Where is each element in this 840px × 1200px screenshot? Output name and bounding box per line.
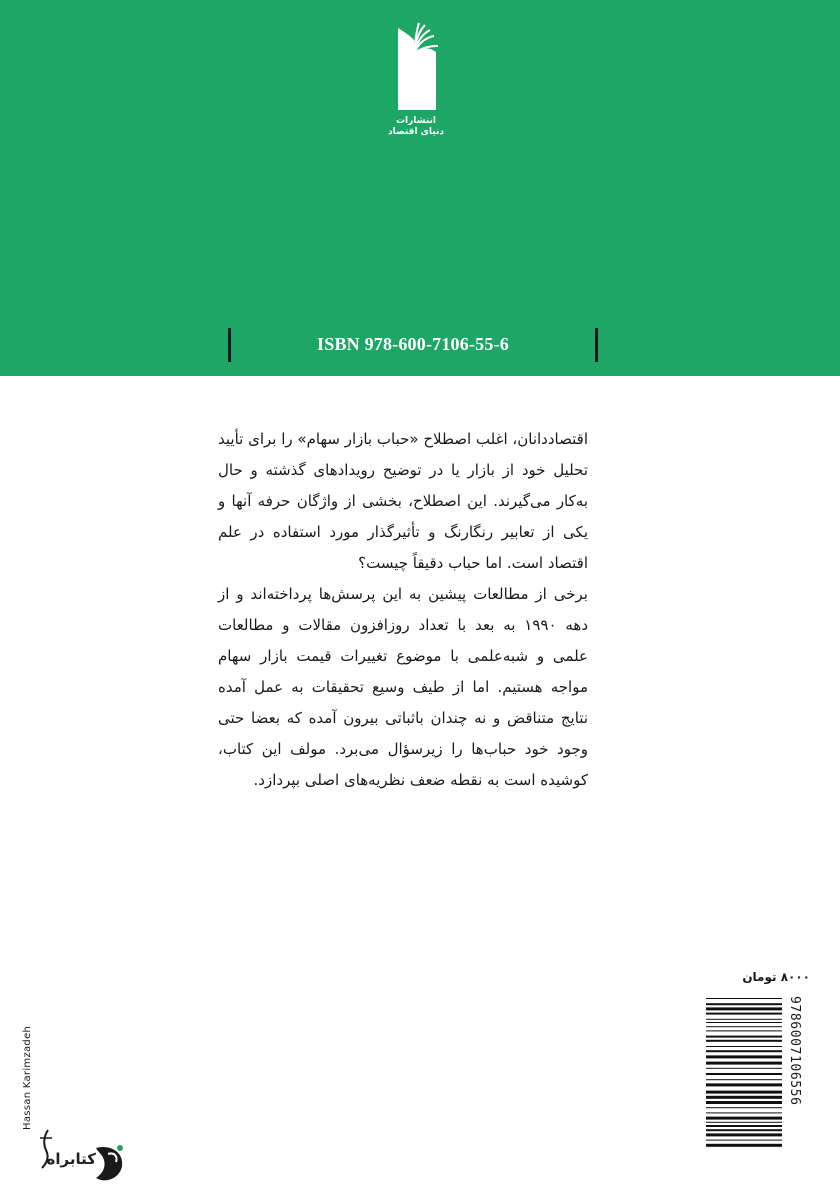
- barcode-bar: [706, 1003, 782, 1005]
- barcode-bar: [706, 1073, 782, 1075]
- barcode-digits: 9786007106556: [787, 996, 802, 1106]
- book-page-icon: [384, 18, 448, 114]
- publisher-name-line1: انتشارات: [396, 116, 436, 126]
- barcode-bar: [706, 1068, 782, 1069]
- barcode-bar: [706, 1112, 782, 1113]
- barcode-bar: [706, 1036, 782, 1038]
- barcode-bar: [706, 1055, 782, 1058]
- barcode-bar: [706, 1062, 782, 1065]
- barcode-bar: [706, 998, 782, 999]
- isbn-text: ISBN 978-600-7106-55-6: [317, 334, 509, 354]
- publisher-logo: [384, 18, 448, 138]
- barcode-bar: [706, 1007, 782, 1010]
- barcode-bar: [706, 1022, 782, 1023]
- publisher-name-line2: دنیای اقتصاد: [388, 127, 444, 137]
- isbn-bar: [228, 328, 598, 362]
- blurb-paragraph-1: اقتصاددانان، اغلب اصطلاح «حباب بازار سهام» را برای تأیید تحلیل خود از بازار یا در توضیح رویدادهای گذشته و حال به‌کار می‌گیرند. این اصطلاح، بخشی از واژگان حرفه آنها و یکی از تعابیر رنگارنگ و تأثیرگذار مورد استفاده در علم اقتصاد است. اما حباب دقیقاً چیست؟: [218, 430, 588, 572]
- barcode-bar: [706, 1096, 782, 1099]
- ketabrah-watermark-text: کتابراه: [46, 1150, 96, 1168]
- barcode-bar: [706, 1117, 782, 1120]
- barcode: [706, 996, 782, 1160]
- barcode-bar: [706, 1030, 782, 1031]
- barcode-bar: [706, 1083, 782, 1086]
- green-cover-band: [0, 0, 840, 376]
- barcode-bar: [706, 1125, 782, 1127]
- barcode-bar: [706, 1013, 782, 1015]
- barcode-bar: [706, 1026, 782, 1027]
- back-cover-blurb: [218, 424, 588, 796]
- price-label: ۸۰۰۰ تومان: [742, 970, 810, 984]
- isbn-right-tick: [595, 328, 598, 362]
- barcode-bar: [706, 1133, 782, 1136]
- barcode-bar: [706, 1144, 782, 1147]
- barcode-bar: [706, 1122, 782, 1123]
- blurb-paragraph-2: برخی از مطالعات پیشین به این پرسش‌ها پرداخته‌اند و از دهه ۱۹۹۰ به بعد با تعداد روزافزون مقالات و مطالعات علمی و شبه‌علمی با موضوع تغییرات قیمت بازار سهام مواجه هستیم. اما از طیف وسیع تحقیقات به عمل آمده نتایج متناقض و نه چندان باثباتی بیرون آمده که بعضا حتی وجود خود حباب‌ها را زیرسؤال می‌برد. مولف این کتاب، کوشیده است به نقطه ضعف نظریه‌های اصلی بپردازد.: [218, 585, 588, 789]
- barcode-bar: [706, 1019, 782, 1020]
- barcode-bar: [706, 1040, 782, 1042]
- barcode-bar: [706, 1140, 782, 1141]
- barcode-bar: [706, 1079, 782, 1080]
- designer-credit: Hassan Karimzadeh: [22, 1025, 33, 1130]
- barcode-bar: [706, 1050, 782, 1052]
- barcode-bar: [706, 1101, 782, 1104]
- barcode-bar: [706, 1129, 782, 1131]
- barcode-bar: [706, 1046, 782, 1047]
- barcode-bar: [706, 1091, 782, 1094]
- barcode-bar: [706, 1107, 782, 1108]
